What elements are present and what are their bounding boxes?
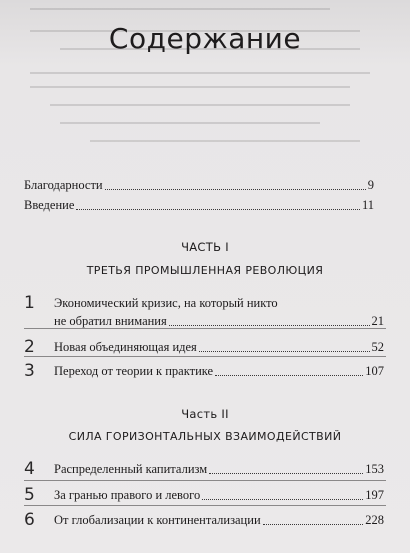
part-2-title: СИЛА ГОРИЗОНТАЛЬНЫХ ВЗАИМОДЕЙСТВИЙ [68,430,342,443]
leader-dots [199,351,370,352]
chapter-page: 21 [371,314,384,328]
chapter-page: 197 [365,488,384,502]
toc-entry-acknowledgements [24,178,374,193]
chapter-number: 1 [24,293,35,313]
chapter-2 [24,337,384,360]
chapter-title-line1: Экономический кризис, на который никто [54,296,278,310]
chapter-page: 228 [365,513,384,527]
entry-page: 11 [361,198,374,212]
part-2-label: Часть II [181,407,229,421]
chapter-number: 2 [24,337,35,357]
part-1-label: ЧАСТЬ I [181,240,229,254]
entry-label: Благодарности [24,178,103,192]
chapter-1 [24,293,384,336]
entry-label: Введение [24,198,75,212]
chapter-page: 107 [365,364,384,378]
chapter-6 [24,510,384,533]
chapter-title: Распределенный капитализм [54,462,208,476]
divider [24,356,386,357]
leader-dots [263,524,364,525]
leader-dots [169,325,370,326]
chapter-4 [24,459,384,482]
divider [24,328,386,329]
chapter-title: Новая объединяющая идея [54,340,197,354]
chapter-3 [24,361,384,384]
chapter-number: 3 [24,361,35,381]
entry-page: 9 [367,178,374,192]
part-1-title: ТРЕТЬЯ ПРОМЫШЛЕННАЯ РЕВОЛЮЦИЯ [86,264,324,277]
chapter-title: От глобализации к континентализации [54,513,261,527]
chapter-title: За гранью правого и левого [54,488,201,502]
chapter-number: 5 [24,485,35,505]
leader-dots [209,473,363,474]
chapter-title-line2: не обратил внимания [54,314,167,328]
chapter-title: Переход от теории к практике [54,364,214,378]
divider [24,480,386,481]
leader-dots [105,189,366,190]
page-title: Содержание [108,22,302,55]
leader-dots [202,499,363,500]
leader-dots [215,375,363,376]
leader-dots [76,209,360,210]
toc-entry-introduction [24,198,374,213]
chapter-page: 52 [371,340,384,354]
chapter-number: 6 [24,510,35,530]
divider [24,505,386,506]
chapter-number: 4 [24,459,35,479]
chapter-page: 153 [365,462,384,476]
